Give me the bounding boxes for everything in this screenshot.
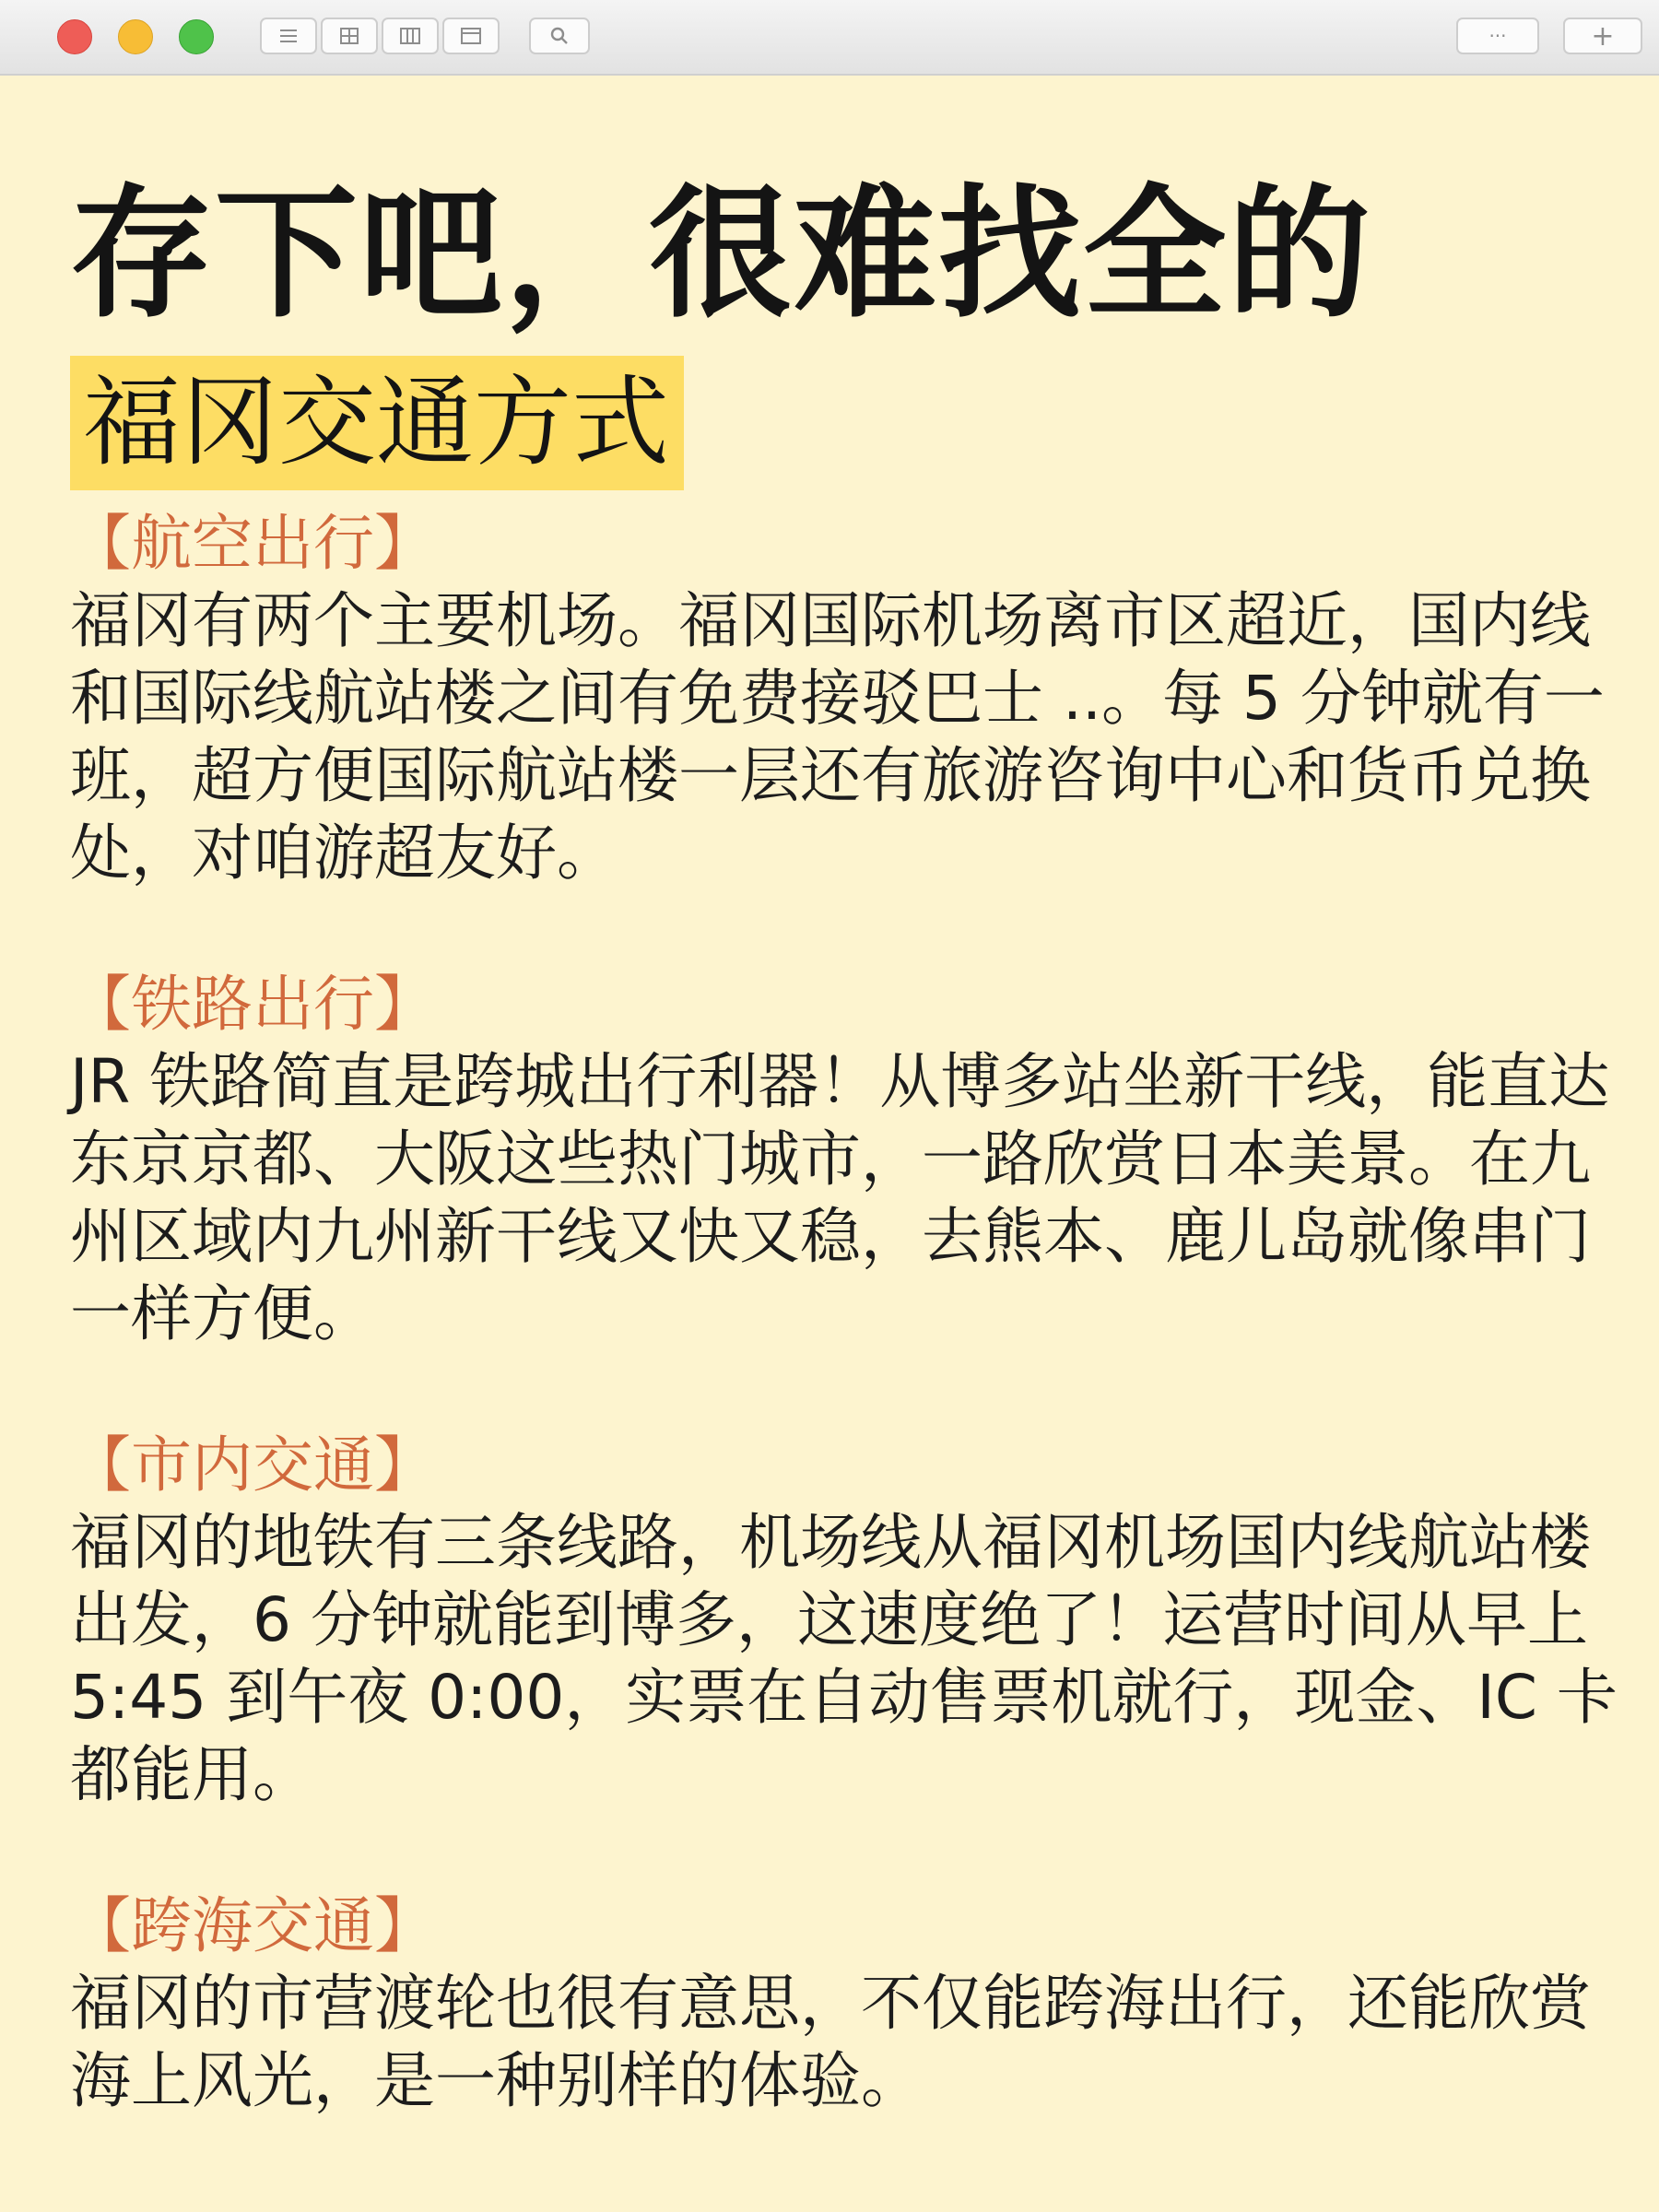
add-icon: + <box>1591 19 1615 53</box>
section-body: 福冈有两个主要机场。福冈国际机场离市区超近，国内线和国际线航站楼之间有免费接驳巴士 ..。每 5 分钟就有一班，超方便国际航站楼一层还有旅游咨询中心和货币兑换处，对咱游超友好。 <box>70 585 1605 888</box>
section-air-travel <box>70 507 1618 892</box>
add-button[interactable] <box>1563 18 1642 54</box>
minimize-window-button[interactable] <box>118 19 153 54</box>
section-title: 【航空出行】 <box>70 508 435 579</box>
section-title: 【跨海交通】 <box>70 1890 435 1961</box>
zoom-window-button[interactable] <box>179 19 214 54</box>
section-city-transport <box>70 1429 1618 1814</box>
gallery-view-button[interactable] <box>442 18 500 54</box>
subtitle-highlight <box>70 356 684 490</box>
section-body: JR 铁路简直是跨城出行利器！从博多站坐新干线，能直达东京京都、大阪这些热门城市，一路欣赏日本美景。在九州区域内九州新干线又快又稳，去熊本、鹿儿岛就像串门一样方便。 <box>70 1046 1610 1349</box>
section-title: 【市内交通】 <box>70 1430 435 1500</box>
more-icon: ··· <box>1488 25 1507 47</box>
list-view-button[interactable] <box>260 18 317 54</box>
section-sea-transport <box>70 1889 1618 2120</box>
section-body: 福冈的地铁有三条线路，机场线从福冈机场国内线航站楼出发，6 分钟就能到博多，这速度绝了！运营时间从早上 5:45 到午夜 0:00，实票在自动售票机就行，现金、IC 卡都能用。 <box>70 1507 1618 1810</box>
list-icon <box>278 28 299 44</box>
search-button[interactable] <box>529 18 590 54</box>
subtitle-text: 福冈交通方式 <box>83 366 669 479</box>
close-window-button[interactable] <box>57 19 92 54</box>
gallery-icon <box>460 27 482 45</box>
section-body: 福冈的市营渡轮也很有意思，不仅能跨海出行，还能欣赏海上风光，是一种别样的体验。 <box>70 1968 1591 2116</box>
section-rail-travel <box>70 968 1618 1353</box>
grid-icon <box>339 27 359 45</box>
title-bar <box>0 0 1659 76</box>
more-options-button[interactable] <box>1456 18 1539 54</box>
columns-icon <box>399 27 421 45</box>
columns-view-button[interactable] <box>382 18 439 54</box>
section-title: 【铁路出行】 <box>70 969 435 1040</box>
page-title: 存下吧，很难找全的 <box>70 171 1372 337</box>
search-icon <box>549 26 570 46</box>
grid-view-button[interactable] <box>321 18 378 54</box>
